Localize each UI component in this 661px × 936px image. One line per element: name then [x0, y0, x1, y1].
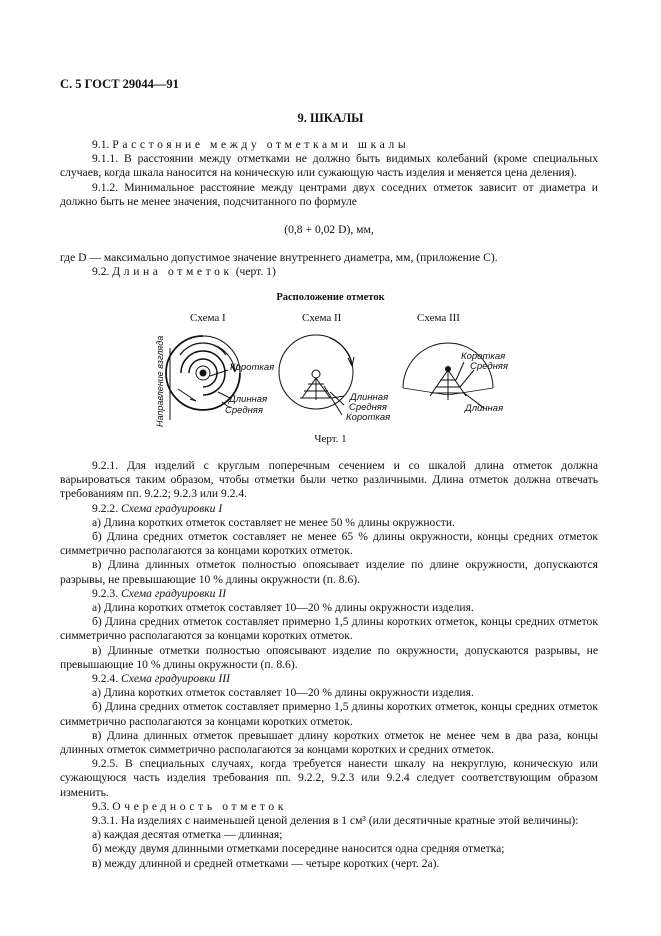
para-9-2-spaced: Длина отметок — [112, 265, 233, 279]
para-9-2-num: 9.2. — [92, 265, 110, 279]
figure-title: Расположение отметок — [276, 292, 385, 303]
para-9-3-num: 9.3. — [92, 799, 110, 813]
para-9-2-4-title: Схема градуировки III — [121, 672, 230, 686]
para-9-2-3-title: Схема градуировки II — [121, 586, 227, 600]
para-9-3 — [60, 800, 598, 814]
formula: (0,8 + 0,02 D), мм, — [284, 223, 374, 237]
order-item-b: б) между двумя длинными отметками посередине наносится одна средняя отметка; — [92, 842, 505, 856]
para-9-1-2: 9.1.2. Минимальное расстояние между центрами двух соседних отметок зависит от диаметра и должно быть не менее значения, подсчитанного по формуле — [60, 180, 598, 208]
para-9-3-spaced: Очередность отметок — [112, 799, 287, 813]
para-9-2-4-num: 9.2.4. — [92, 672, 119, 686]
para-9-2 — [60, 265, 598, 279]
scheme-1-short-label: Короткая — [230, 362, 275, 373]
section-title: 9. ШКАЛЫ — [297, 111, 364, 125]
para-9-2-4 — [60, 672, 598, 686]
para-9-3-1: 9.3.1. На изделиях с наименьшей ценой деления в 1 см³ (или десятичные кратные этой величины): — [92, 814, 579, 828]
scheme-1-item-b: б) Длина средних отметок составляет не менее 65 % длины окружности, концы средних отметок симметрично располагаются за концами коротких отметок. — [60, 530, 598, 558]
para-9-2-3 — [60, 587, 598, 601]
scheme-2-item-a: а) Длина коротких отметок составляет 10—20 % длины окружности изделия. — [92, 601, 474, 615]
scheme-3-label: Схема III — [417, 312, 460, 324]
para-9-1-1: 9.1.1. В расстоянии между отметками не должно быть видимых колебаний (кроме специальных случаев, когда шкала наносится на коническую или сужающую часть изделия и меняется цена деления). — [60, 152, 598, 180]
scheme-2-label: Схема II — [302, 312, 342, 324]
scheme-3-item-b: б) Длина средних отметок составляет примерно 1,5 длины коротких отметок, концы средних отметок симметрично располагаются за концами коротких отметок. — [60, 700, 598, 728]
figure-caption: Черт. 1 — [314, 433, 347, 445]
scheme-3-long-label: Длинная — [465, 403, 504, 414]
para-9-1-num: 9.1. — [92, 138, 110, 151]
scheme-1-medium-label: Средняя — [225, 405, 263, 416]
para-9-2-tail: (черт. 1) — [235, 265, 276, 279]
scheme-3-medium-label: Средняя — [470, 361, 508, 372]
para-9-2-2 — [60, 502, 598, 516]
scheme-1-item-a: а) Длина коротких отметок составляет не менее 50 % длины окружности. — [92, 515, 455, 529]
scheme-2-short-label: Короткая — [346, 412, 391, 423]
scheme-3-short-label: Короткая — [461, 351, 506, 362]
order-item-c: в) между длинной и средней отметками — четыре коротких (черт. 2а). — [92, 856, 440, 870]
page-header: С. 5 ГОСТ 29044—91 — [60, 77, 179, 91]
scheme-2-drawing — [279, 335, 354, 415]
scheme-2-item-b: б) Длина средних отметок составляет примерно 1,5 длины коротких отметок, концы средних отметок симметрично располагаются за концами коротких отметок. — [60, 615, 598, 643]
view-dir-label: Направление взгляда — [155, 335, 165, 427]
scheme-1-item-c: в) Длина длинных отметок полностью опоясывает изделие по длине окружности, допускаются разрывы, не превышающие 10 % длины окружности (п. 8.6). — [60, 558, 598, 586]
text-block-top — [60, 138, 598, 280]
para-9-1 — [60, 138, 598, 152]
scheme-3-item-a: а) Длина коротких отметок составляет 10—20 % длины окружности изделия. — [92, 686, 474, 700]
scheme-1-drawing — [166, 336, 240, 420]
text-block-bottom — [60, 459, 598, 871]
order-item-a: а) каждая десятая отметка — длинная; — [92, 828, 283, 842]
scheme-1-label: Схема I — [190, 312, 226, 324]
scheme-2-item-c: в) Длинные отметки полностью опоясывают изделие по окружности, допускаются разрывы, не превышающие 10 % длины окружности (п. 8.6). — [60, 643, 598, 671]
para-9-1-spaced: Расстояние между отметками шкалы — [112, 138, 410, 151]
scheme-3-item-c: в) Длина длинных отметок превышает длину коротких отметок не менее чем в два раза, концы длинных отметок симметрично располагаются за концами коротких и средних отметок. — [60, 728, 598, 757]
para-9-2-5: 9.2.5. В специальных случаях, когда требуется нанести шкалу на некруглую, коническую или сужающуюся часть изделия требования пп. 9.2.2, 9.2.3 или 9.2.4 следует соответствующим образом изменить. — [60, 757, 598, 799]
para-9-2-1: 9.2.1. Для изделий с круглым поперечным сечением и со шкалой длина отметок должна варьироваться таким образом, чтобы отметки были четко различными. Длина отметок должна отвечать требованиям пп. 9.2.2; 9.2.3 или 9.2.4. — [60, 459, 598, 501]
scheme-3-drawing — [403, 343, 493, 408]
scheme-1-long-label: Длинная — [229, 394, 268, 405]
scheme-2-long-label: Длинная — [350, 392, 389, 403]
para-9-2-3-num: 9.2.3. — [92, 586, 119, 600]
para-9-2-2-title: Схема градуировки I — [121, 501, 223, 515]
scheme-2-medium-label: Средняя — [349, 402, 387, 413]
para-9-2-2-num: 9.2.2. — [92, 501, 119, 515]
para-where: где D — максимально допустимое значение внутреннего диаметра, мм, (приложение С). — [60, 251, 498, 265]
